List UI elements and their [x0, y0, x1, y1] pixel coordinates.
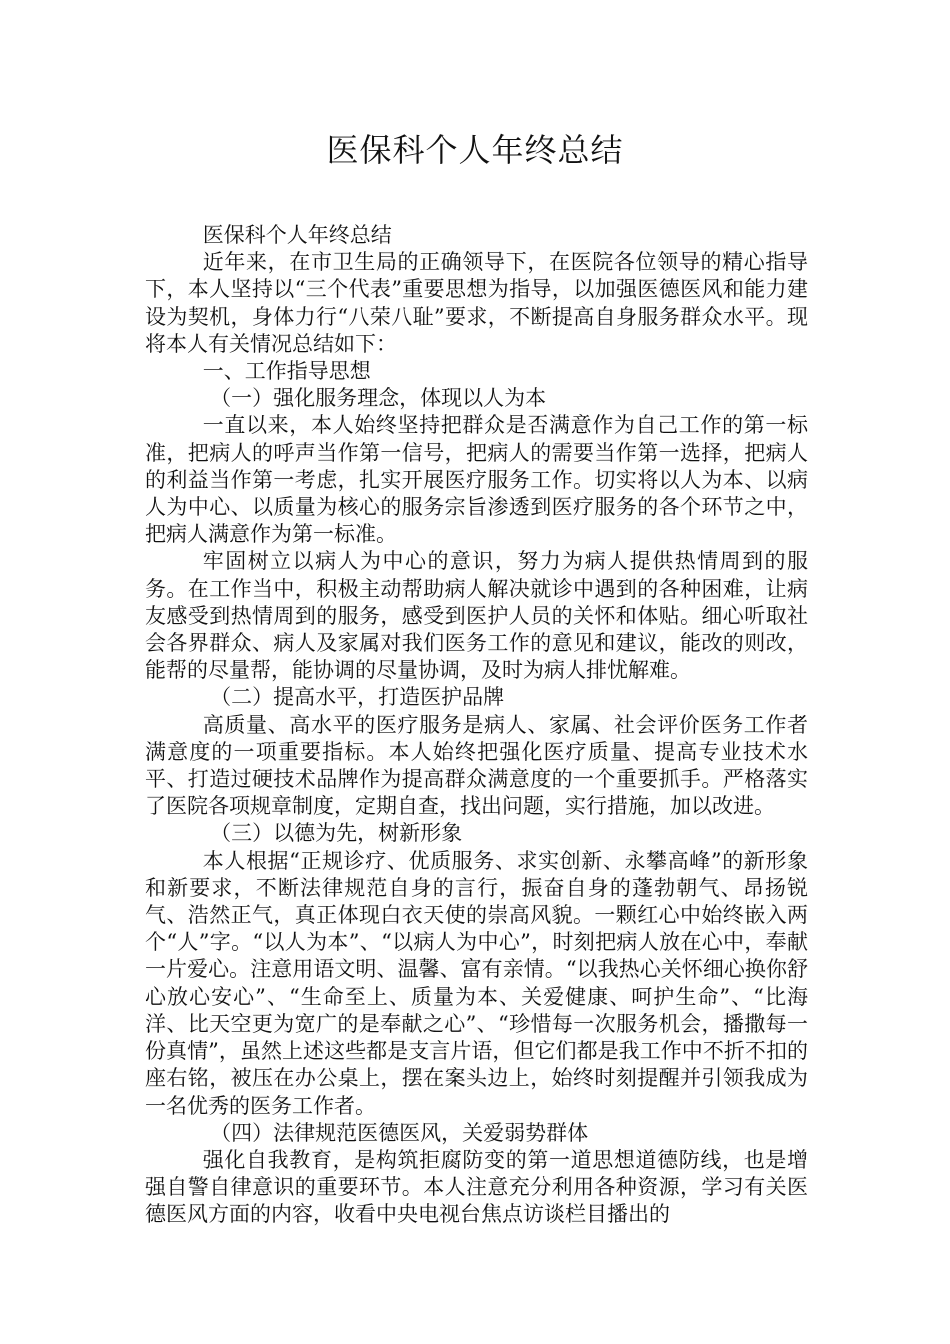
- paragraph: 本人根据“正规诊疗、优质服务、求实创新、永攀高峰”的新形象和新要求，不断法律规范自身的言行，振奋自身的蓬勃朝气、昂扬锐气、浩然正气，真正体现白衣天使的崇高风貌。一颗红心中始终嵌入两个“人”字。“以人为本”、“以病人为中心”，时刻把病人放在心中，奉献一片爱心。注意用语文明、温馨、富有亲情。“以我热心关怀细心换你舒心放心安心”、“生命至上、质量为本、关爱健康、呵护生命”、“比海洋、比天空更为宽广的是奉献之心”、“珍惜每一次服务机会，播撒每一份真情”，虽然上述这些都是支言片语，但它们都是我工作中不折不扣的座右铭，被压在办公桌上，摆在案头边上，始终时刻提醒并引领我成为一名优秀的医务工作者。: [145, 848, 808, 1118]
- document-title: 医保科个人年终总结: [326, 131, 624, 169]
- subsection-heading: （三）以德为先，树新形象: [210, 821, 463, 846]
- subsection-heading: （一）强化服务理念，体现以人为本: [210, 386, 547, 411]
- paragraph: 近年来，在市卫生局的正确领导下，在医院各位领导的精心指导下，本人坚持以“三个代表”重要思想为指导，以加强医德医风和能力建设为契机，身体力行“八荣八耻”要求，不断提高自身服务群众水平。现将本人有关情况总结如下：: [145, 250, 808, 356]
- subsection-heading: （二）提高水平，打造医护品牌: [210, 685, 505, 710]
- subsection-heading: （四）法律规范医德医风，关爱弱势群体: [210, 1120, 589, 1145]
- paragraph: 强化自我教育，是构筑拒腐防变的第一道思想道德防线，也是增强自警自律意识的重要环节。本人注意充分利用各种资源，学习有关医德医风方面的内容，收看中央电视台焦点访谈栏目播出的: [145, 1147, 808, 1227]
- paragraph: 高质量、高水平的医疗服务是病人、家属、社会评价医务工作者满意度的一项重要指标。本人始终把强化医疗质量、提高专业技术水平、打造过硬技术品牌作为提高群众满意度的一个重要抓手。严格落实了医院各项规章制度，定期自查，找出问题，实行措施，加以改进。: [145, 712, 808, 819]
- paragraph: 牢固树立以病人为中心的意识，努力为病人提供热情周到的服务。在工作当中，积极主动帮助病人解决就诊中遇到的各种困难，让病友感受到热情周到的服务，感受到医护人员的关怀和体贴。细心听取社会各界群众、病人及家属对我们医务工作的意见和建议，能改的则改，能帮的尽量帮，能协调的尽量协调，及时为病人排忧解难。: [145, 549, 808, 683]
- paragraph: 一直以来，本人始终坚持把群众是否满意作为自己工作的第一标准，把病人的呼声当作第一信号，把病人的需要当作第一选择，把病人的利益当作第一考虑，扎实开展医疗服务工作。切实将以人为本、以病人为中心、以质量为核心的服务宗旨渗透到医疗服务的各个环节之中，把病人满意作为第一标准。: [145, 413, 808, 547]
- document-body: [145, 222, 808, 1229]
- paragraph: 医保科个人年终总结: [202, 223, 392, 247]
- section-heading: 一、工作指导思想: [202, 359, 371, 384]
